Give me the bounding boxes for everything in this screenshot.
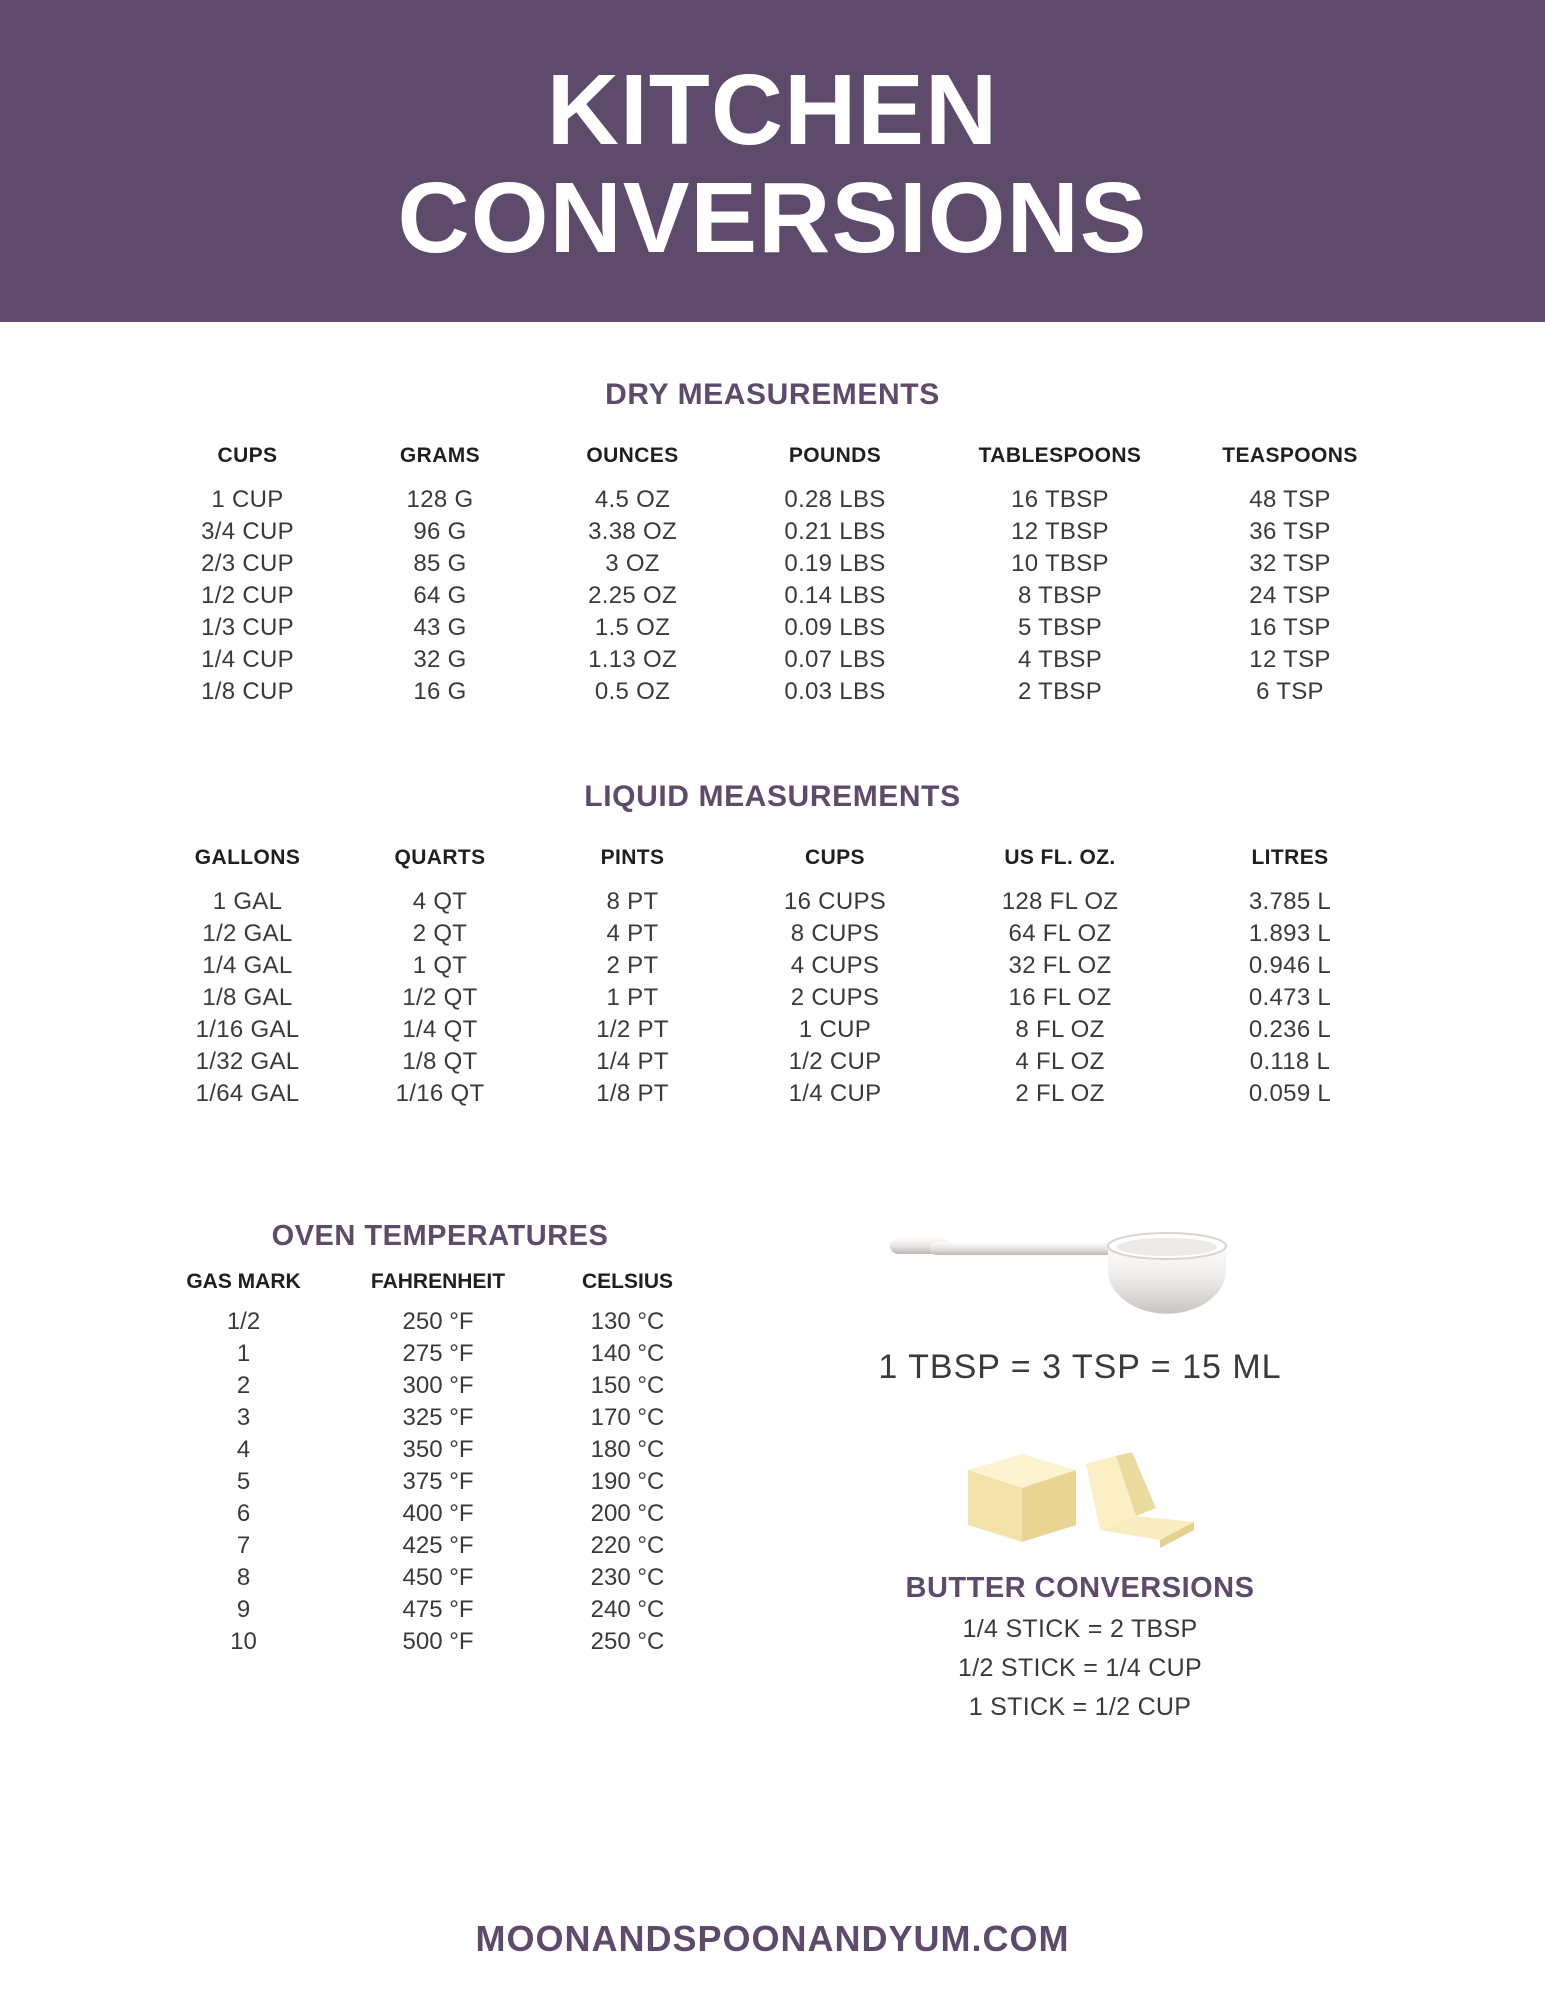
column-header: TEASPOONS xyxy=(1222,444,1358,467)
table-cell: 2 FL OZ xyxy=(1015,1080,1105,1107)
table-cell: 0.946 L xyxy=(1248,952,1332,979)
table-cell: 8 xyxy=(236,1564,251,1591)
table-cell: 8 FL OZ xyxy=(1015,1016,1105,1043)
table-cell: 2.25 OZ xyxy=(588,582,677,609)
table-cell: 3/4 CUP xyxy=(201,518,294,545)
table-cell: 3.38 OZ xyxy=(588,518,677,545)
column-header: PINTS xyxy=(600,846,665,869)
graphics-column xyxy=(770,1220,1390,1722)
table-cell: 64 G xyxy=(413,582,467,609)
table-cell: 0.03 LBS xyxy=(784,678,886,705)
table-cell: 1.5 OZ xyxy=(594,614,671,641)
table-cell: 1.893 L xyxy=(1248,920,1332,947)
table-cell: 350 °F xyxy=(402,1436,474,1463)
table-cell: 500 °F xyxy=(402,1628,474,1655)
table-cell: 0.14 LBS xyxy=(784,582,886,609)
footer-website: MOONANDSPOONANDYUM.COM xyxy=(475,1918,1070,1959)
table-row xyxy=(150,1594,716,1626)
table-cell: 16 TSP xyxy=(1249,614,1331,641)
table-row xyxy=(148,516,1398,548)
table-cell: 1 CUP xyxy=(211,486,284,513)
table-cell: 1/2 GAL xyxy=(202,920,293,947)
table-cell: 0.09 LBS xyxy=(784,614,886,641)
column-header: LITRES xyxy=(1251,846,1329,869)
table-cell: 48 TSP xyxy=(1249,486,1331,513)
table-cell: 1/8 PT xyxy=(596,1080,669,1107)
table-cell: 1/4 QT xyxy=(402,1016,478,1043)
table-cell: 1/2 CUP xyxy=(788,1048,882,1075)
column-header: FAHRENHEIT xyxy=(370,1270,506,1293)
table-row xyxy=(150,1530,716,1562)
oven-temperatures-table xyxy=(150,1269,716,1658)
page-title-line-1: KITCHEN xyxy=(546,54,999,166)
table-row xyxy=(150,1626,716,1658)
table-row xyxy=(150,1466,716,1498)
table-cell: 220 °C xyxy=(590,1532,665,1559)
table-row xyxy=(148,580,1398,612)
table-cell: 180 °C xyxy=(590,1436,665,1463)
measuring-spoon-illustration xyxy=(870,1220,1290,1340)
table-cell: 3 OZ xyxy=(605,550,660,577)
liquid-measurements-table xyxy=(148,846,1398,1110)
table-cell: 130 °C xyxy=(590,1308,665,1335)
table-cell: 250 °C xyxy=(590,1628,665,1655)
table-cell: 0.059 L xyxy=(1248,1080,1332,1107)
column-header: US FL. OZ. xyxy=(1004,846,1116,869)
table-cell: 128 FL OZ xyxy=(1001,888,1119,915)
table-cell: 1/8 QT xyxy=(402,1048,478,1075)
table-cell: 64 FL OZ xyxy=(1008,920,1112,947)
table-cell: 6 xyxy=(236,1500,251,1527)
table-cell: 400 °F xyxy=(402,1500,474,1527)
table-row xyxy=(150,1338,716,1370)
table-cell: 5 TBSP xyxy=(1017,614,1103,641)
table-row xyxy=(150,1434,716,1466)
table-header-row xyxy=(148,444,1398,484)
table-cell: 250 °F xyxy=(402,1308,474,1335)
table-cell: 32 FL OZ xyxy=(1008,952,1112,979)
table-cell: 96 G xyxy=(413,518,467,545)
table-cell: 2 xyxy=(236,1372,251,1399)
table-cell: 1/4 CUP xyxy=(201,646,294,673)
table-cell: 10 TBSP xyxy=(1011,550,1109,577)
table-cell: 4.5 OZ xyxy=(594,486,671,513)
oven-temperatures-block xyxy=(150,1220,730,1722)
liquid-measurements-heading: LIQUID MEASUREMENTS xyxy=(584,780,961,813)
table-cell: 1/16 QT xyxy=(395,1080,485,1107)
table-cell: 275 °F xyxy=(402,1340,474,1367)
table-cell: 1/2 QT xyxy=(402,984,478,1011)
column-header: CELSIUS xyxy=(581,1270,673,1293)
column-header: GAS MARK xyxy=(186,1270,301,1293)
table-row xyxy=(150,1306,716,1338)
table-cell: 16 CUPS xyxy=(783,888,887,915)
column-header: QUARTS xyxy=(394,846,486,869)
table-cell: 24 TSP xyxy=(1249,582,1331,609)
table-cell: 240 °C xyxy=(590,1596,665,1623)
column-header: POUNDS xyxy=(788,444,882,467)
table-cell: 3.785 L xyxy=(1248,888,1332,915)
table-cell: 6 TSP xyxy=(1256,678,1324,705)
table-cell: 8 CUPS xyxy=(790,920,880,947)
page-title-line-2: CONVERSIONS xyxy=(397,162,1148,274)
table-cell: 16 TBSP xyxy=(1011,486,1109,513)
table-cell: 1.13 OZ xyxy=(588,646,677,673)
table-cell: 1/4 CUP xyxy=(788,1080,882,1107)
table-cell: 43 G xyxy=(413,614,467,641)
table-cell: 1/2 CUP xyxy=(201,582,294,609)
table-cell: 12 TSP xyxy=(1249,646,1331,673)
table-cell: 2 CUPS xyxy=(790,984,880,1011)
table-cell: 375 °F xyxy=(402,1468,474,1495)
table-cell: 150 °C xyxy=(590,1372,665,1399)
column-header: CUPS xyxy=(805,846,865,869)
table-cell: 0.07 LBS xyxy=(784,646,886,673)
butter-conversion-line: 1/2 STICK = 1/4 CUP xyxy=(958,1654,1202,1682)
table-row xyxy=(150,1498,716,1530)
table-cell: 1/4 GAL xyxy=(202,952,293,979)
table-cell: 0.473 L xyxy=(1248,984,1332,1011)
table-cell: 4 PT xyxy=(606,920,659,947)
table-cell: 170 °C xyxy=(590,1404,665,1431)
measuring-spoon-icon xyxy=(870,1220,1290,1340)
table-cell: 425 °F xyxy=(402,1532,474,1559)
column-header: CUPS xyxy=(217,444,278,467)
table-cell: 1/4 PT xyxy=(596,1048,669,1075)
table-cell: 0.236 L xyxy=(1248,1016,1332,1043)
table-cell: 9 xyxy=(236,1596,251,1623)
table-cell: 2 TBSP xyxy=(1017,678,1103,705)
table-row xyxy=(148,644,1398,676)
table-cell: 1/3 CUP xyxy=(201,614,294,641)
table-cell: 1/8 GAL xyxy=(202,984,293,1011)
table-cell: 8 PT xyxy=(606,888,659,915)
table-cell: 85 G xyxy=(413,550,467,577)
table-cell: 1/2 PT xyxy=(596,1016,669,1043)
table-row xyxy=(148,1078,1398,1110)
table-cell: 0.118 L xyxy=(1249,1048,1331,1075)
table-cell: 230 °C xyxy=(590,1564,665,1591)
table-cell: 450 °F xyxy=(402,1564,474,1591)
oven-temperatures-heading: OVEN TEMPERATURES xyxy=(271,1220,609,1252)
table-row xyxy=(148,1014,1398,1046)
table-row xyxy=(148,612,1398,644)
table-cell: 2/3 CUP xyxy=(201,550,294,577)
butter-conversion-line: 1 STICK = 1/2 CUP xyxy=(968,1693,1192,1721)
table-row xyxy=(150,1402,716,1434)
table-row xyxy=(148,886,1398,918)
dry-measurements-table xyxy=(148,444,1398,708)
table-cell: 16 G xyxy=(413,678,467,705)
table-cell: 300 °F xyxy=(402,1372,474,1399)
column-header: GRAMS xyxy=(399,444,481,467)
table-cell: 200 °C xyxy=(590,1500,665,1527)
page-header xyxy=(0,0,1545,322)
table-cell: 0.19 LBS xyxy=(784,550,886,577)
table-cell: 36 TSP xyxy=(1249,518,1331,545)
table-cell: 2 PT xyxy=(606,952,659,979)
table-row xyxy=(148,950,1398,982)
table-cell: 0.28 LBS xyxy=(784,486,886,513)
table-row xyxy=(148,918,1398,950)
table-cell: 4 xyxy=(236,1436,251,1463)
butter-illustration xyxy=(950,1425,1210,1550)
table-cell: 4 QT xyxy=(412,888,468,915)
table-cell: 4 FL OZ xyxy=(1015,1048,1105,1075)
table-cell: 1/16 GAL xyxy=(195,1016,300,1043)
table-cell: 32 TSP xyxy=(1249,550,1331,577)
table-cell: 1 PT xyxy=(606,984,659,1011)
butter-conversions-heading: BUTTER CONVERSIONS xyxy=(905,1572,1255,1604)
column-header: OUNCES xyxy=(586,444,679,467)
table-cell: 3 xyxy=(236,1404,251,1431)
table-cell: 4 TBSP xyxy=(1017,646,1103,673)
table-cell: 0.5 OZ xyxy=(594,678,671,705)
table-row xyxy=(148,548,1398,580)
table-row xyxy=(148,982,1398,1014)
table-cell: 1/2 xyxy=(226,1308,261,1335)
table-cell: 8 TBSP xyxy=(1017,582,1103,609)
table-cell: 1 xyxy=(236,1340,251,1367)
table-row xyxy=(148,1046,1398,1078)
table-header-row xyxy=(148,846,1398,886)
table-cell: 2 QT xyxy=(412,920,468,947)
lower-section xyxy=(0,1220,1545,1722)
table-cell: 475 °F xyxy=(402,1596,474,1623)
table-cell: 12 TBSP xyxy=(1011,518,1109,545)
butter-block-icon xyxy=(950,1430,1210,1550)
tablespoon-equation: 1 TBSP = 3 TSP = 15 ML xyxy=(878,1348,1282,1386)
table-cell: 4 CUPS xyxy=(790,952,880,979)
table-header-row xyxy=(150,1269,716,1306)
butter-conversion-line: 1/4 STICK = 2 TBSP xyxy=(962,1615,1198,1643)
table-cell: 128 G xyxy=(406,486,474,513)
table-cell: 140 °C xyxy=(590,1340,665,1367)
table-cell: 325 °F xyxy=(402,1404,474,1431)
table-row xyxy=(148,676,1398,708)
table-row xyxy=(148,484,1398,516)
table-cell: 190 °C xyxy=(590,1468,665,1495)
table-cell: 0.21 LBS xyxy=(784,518,886,545)
table-cell: 7 xyxy=(236,1532,251,1559)
table-cell: 1 QT xyxy=(412,952,468,979)
table-row xyxy=(150,1562,716,1594)
table-cell: 1/8 CUP xyxy=(201,678,294,705)
table-cell: 5 xyxy=(236,1468,251,1495)
table-cell: 1/32 GAL xyxy=(195,1048,300,1075)
table-row xyxy=(150,1370,716,1402)
column-header: GALLONS xyxy=(194,846,301,869)
table-cell: 16 FL OZ xyxy=(1008,984,1112,1011)
table-cell: 1 GAL xyxy=(212,888,283,915)
dry-measurements-heading: DRY MEASUREMENTS xyxy=(605,378,940,411)
table-cell: 1 CUP xyxy=(798,1016,872,1043)
table-cell: 10 xyxy=(230,1628,257,1655)
column-header: TABLESPOONS xyxy=(978,444,1142,467)
table-cell: 1/64 GAL xyxy=(195,1080,300,1107)
table-cell: 32 G xyxy=(413,646,467,673)
